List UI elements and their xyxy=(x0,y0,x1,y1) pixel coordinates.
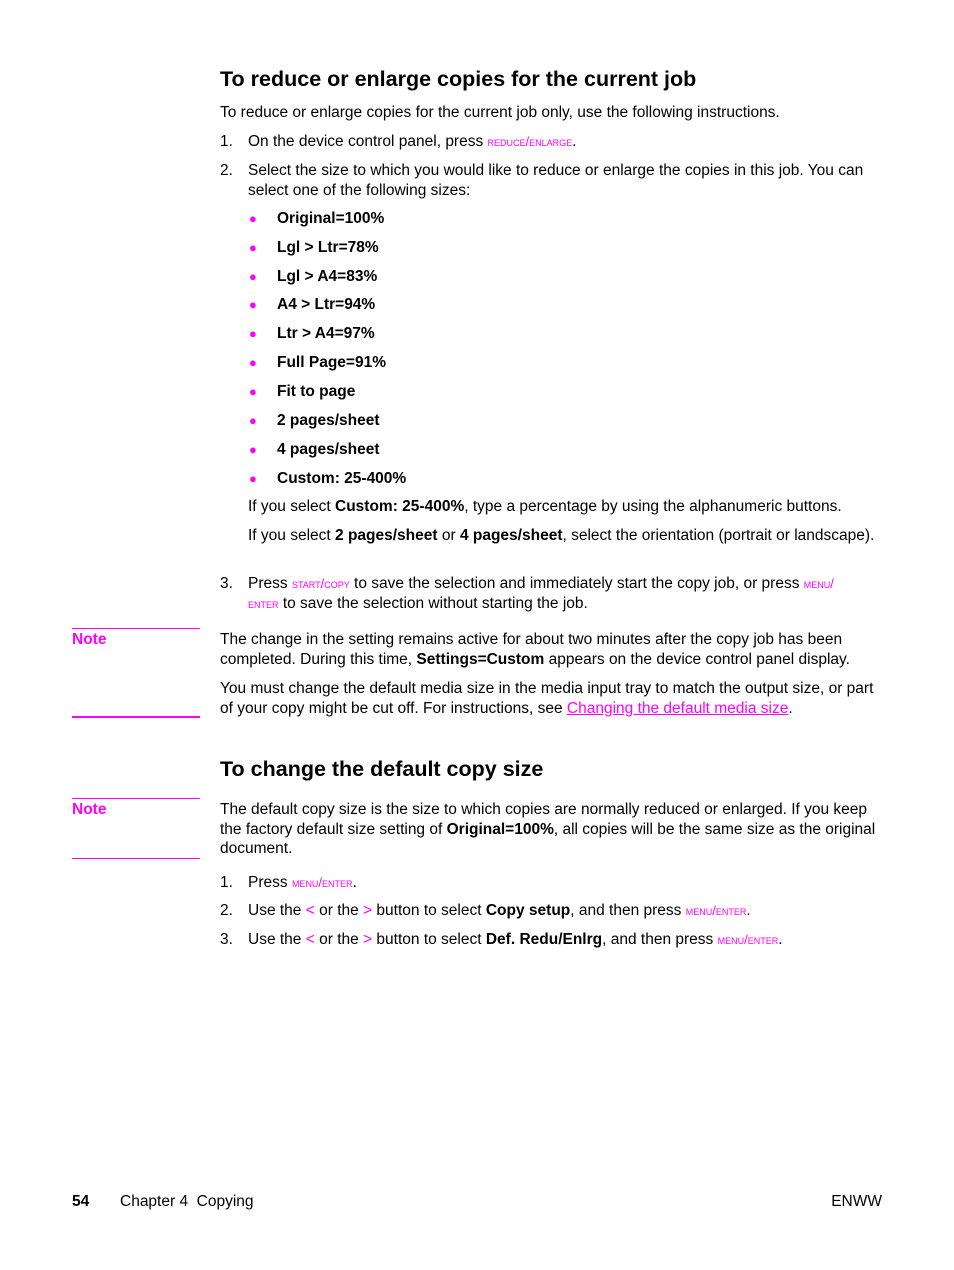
pages-per-sheet-note: If you select 2 pages/sheet or 4 pages/sheet, select the orientation (portrait or landscape). xyxy=(248,527,875,544)
custom-size-note: If you select Custom: 25-400%, type a percentage by using the alphanumeric buttons. xyxy=(248,498,842,515)
bullet-icon: ● xyxy=(249,297,257,312)
step-number: 2. xyxy=(220,162,233,179)
step-3: Use the < or the > button to select Def. Redu/Enlrg, and then press menu/enter. xyxy=(248,931,783,948)
size-option: Fit to page xyxy=(277,383,356,400)
step-number: 3. xyxy=(220,575,233,592)
bullet-icon: ● xyxy=(249,269,257,284)
section-heading-default-copy-size: To change the default copy size xyxy=(220,757,544,781)
step-number: 3. xyxy=(220,931,233,948)
right-arrow-key: > xyxy=(363,902,373,919)
bullet-icon: ● xyxy=(249,471,257,486)
step-2: Select the size to which you would like to reduce or enlarge the copies in this job. You can select one of the following sizes: xyxy=(248,162,864,199)
footer-right-label: ENWW xyxy=(831,1193,882,1210)
bullet-icon: ● xyxy=(249,240,257,255)
size-option: Ltr > A4=97% xyxy=(277,325,375,342)
menu-enter-key: menu/enter xyxy=(685,903,747,918)
menu-enter-key: menu/enter xyxy=(717,932,779,947)
right-arrow-key: > xyxy=(363,931,373,948)
chapter-title: Chapter 4 Copying xyxy=(120,1193,254,1210)
start-copy-key: start/copy xyxy=(291,576,350,591)
step-number: 1. xyxy=(220,874,233,891)
size-option: Original=100% xyxy=(277,210,385,227)
step-1: Press menu/enter. xyxy=(248,874,357,891)
changing-default-media-size-link[interactable]: Changing the default media size xyxy=(566,699,789,717)
note-label: Note xyxy=(72,631,107,648)
intro-paragraph: To reduce or enlarge copies for the current job only, use the following instructions. xyxy=(220,104,780,121)
size-option: 2 pages/sheet xyxy=(277,412,380,429)
bullet-icon: ● xyxy=(249,384,257,399)
note-bottom-rule xyxy=(72,858,200,859)
size-option: Lgl > A4=83% xyxy=(277,268,378,285)
menu-key: menu/ xyxy=(803,576,834,591)
bullet-icon: ● xyxy=(249,442,257,457)
size-option: Lgl > Ltr=78% xyxy=(277,239,379,256)
bullet-icon: ● xyxy=(249,326,257,341)
size-option: Full Page=91% xyxy=(277,354,386,371)
note-label: Note xyxy=(72,801,107,818)
reduce-enlarge-key: reduce/enlarge xyxy=(487,134,573,149)
bullet-icon: ● xyxy=(249,355,257,370)
step-1: On the device control panel, press reduce/enlarge. xyxy=(248,133,577,150)
note-paragraph-2: You must change the default media size in the media input tray to match the output size, or part of your copy might be cut off. For instructions, see Changing the default media size. xyxy=(220,680,874,717)
note-paragraph: The default copy size is the size to which copies are normally reduced or enlarged. If you keep the factory default size setting of Original=100%, all copies will be the same size as the original document. xyxy=(220,801,876,857)
note-bottom-rule xyxy=(72,716,200,718)
note-top-rule xyxy=(72,798,200,799)
step-2: Use the < or the > button to select Copy setup, and then press menu/enter. xyxy=(248,902,751,919)
left-arrow-key: < xyxy=(305,931,315,948)
step-3: Press start/copy to save the selection and immediately start the copy job, or press menu/ enter to save the selection without starting the job. xyxy=(248,575,834,612)
step-number: 2. xyxy=(220,902,233,919)
size-option: A4 > Ltr=94% xyxy=(277,296,376,313)
enter-key: enter xyxy=(248,595,279,611)
note-paragraph-1: The change in the setting remains active for about two minutes after the copy job has been completed. During this time, Settings=Custom appears on the device control panel display. xyxy=(220,631,850,668)
menu-enter-key: menu/enter xyxy=(291,875,353,890)
bullet-icon: ● xyxy=(249,413,257,428)
page-number: 54 xyxy=(72,1193,90,1210)
left-arrow-key: < xyxy=(305,902,315,919)
step-number: 1. xyxy=(220,133,233,150)
bullet-icon: ● xyxy=(249,211,257,226)
size-option: 4 pages/sheet xyxy=(277,441,380,458)
section-heading-reduce-enlarge: To reduce or enlarge copies for the current job xyxy=(220,67,697,91)
size-option: Custom: 25-400% xyxy=(277,470,407,487)
note-top-rule xyxy=(72,628,200,629)
